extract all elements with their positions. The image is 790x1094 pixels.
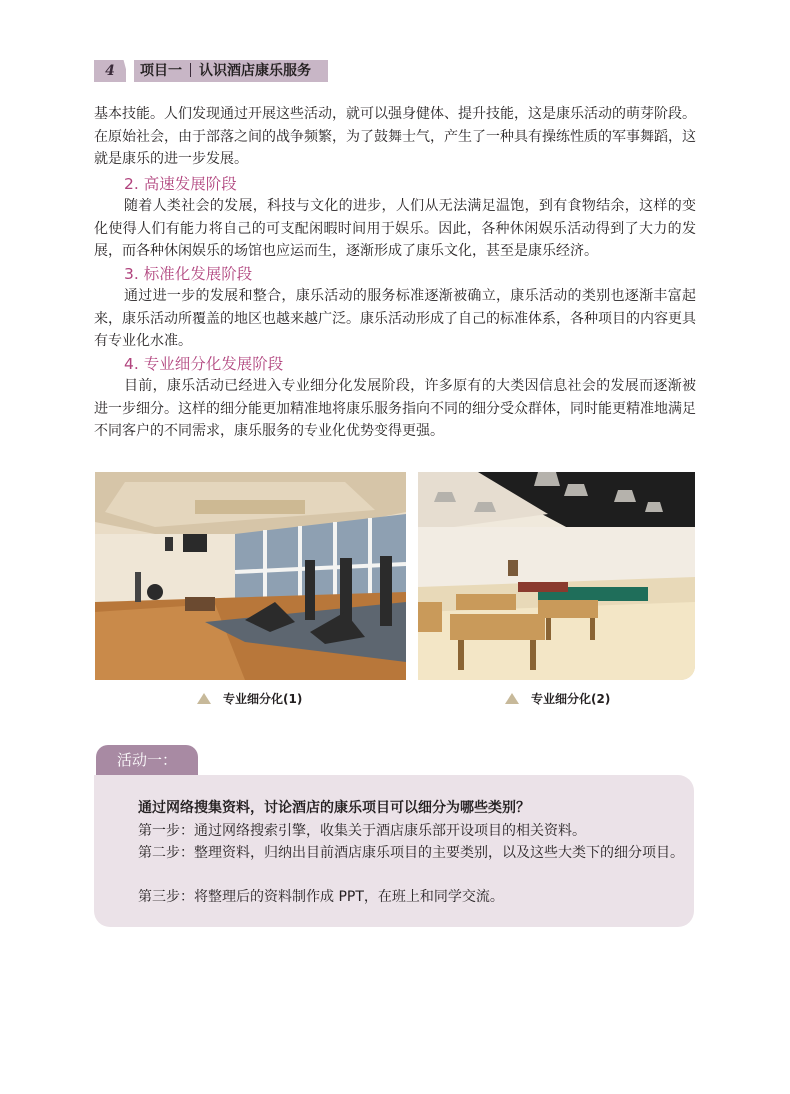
section-heading-3: 3. 标准化发展阶段 xyxy=(124,265,253,283)
figure-caption-2-text: 专业细分化(2) xyxy=(531,692,611,706)
figure-caption-1 xyxy=(197,690,302,708)
section-body-3: 通过进一步的发展和整合，康乐活动的服务标准逐渐被确立，康乐活动的类别也逐渐丰富起来，康乐活动所覆盖的地区也越来越广泛。康乐活动形成了自己的标准体系，各种项目的内容更具有专业化水准。 xyxy=(94,288,696,349)
activity-step-1: 第一步：通过网络搜索引擎，收集关于酒店康乐部开设项目的相关资料。 xyxy=(138,823,586,839)
activity-tab: 活动一： xyxy=(96,745,198,775)
figure-caption-2 xyxy=(505,690,610,708)
caption-triangle-icon xyxy=(505,693,519,704)
running-header xyxy=(94,60,328,82)
activity-step-3: 第三步：将整理后的资料制作成 PPT，在班上和同学交流。 xyxy=(138,889,504,905)
section-heading-4: 4. 专业细分化发展阶段 xyxy=(124,355,284,373)
project-number: 项目一 xyxy=(140,63,182,79)
figure-caption-1-text: 专业细分化(1) xyxy=(223,692,303,706)
header-separator xyxy=(190,63,191,77)
section-body-4: 目前，康乐活动已经进入专业细分化发展阶段，许多原有的大类因信息社会的发展而逐渐被进一步细分。这样的细分能更加精准地将康乐服务指向不同的细分受众群体，同时能更精准地满足不同客户的不同需求，康乐服务的专业化优势变得更强。 xyxy=(94,378,696,439)
gym-photo xyxy=(95,472,406,680)
caption-triangle-icon xyxy=(197,693,211,704)
activity-question: 通过网络搜集资料，讨论酒店的康乐项目可以细分为哪些类别？ xyxy=(138,800,530,816)
page-number: 4 xyxy=(94,60,126,82)
header-label xyxy=(134,60,328,82)
chapter-title: 认识酒店康乐服务 xyxy=(199,63,311,79)
activity-step-2: 第二步：整理资料，归纳出目前酒店康乐项目的主要类别，以及这些大类下的细分项目。 xyxy=(138,845,684,861)
games-room-photo xyxy=(418,472,695,680)
section-heading-2: 2. 高速发展阶段 xyxy=(124,175,237,193)
intro-paragraph: 基本技能。人们发现通过开展这些活动，就可以强身健体、提升技能，这是康乐活动的萌芽阶段。在原始社会，由于部落之间的战争频繁，为了鼓舞士气，产生了一种具有操练性质的军事舞蹈，这就是康乐的进一步发展。 xyxy=(94,106,696,167)
section-body-2: 随着人类社会的发展，科技与文化的进步，人们从无法满足温饱，到有食物结余，这样的变化使得人们有能力将自己的可支配闲暇时间用于娱乐。因此，各种休闲娱乐活动得到了大力的发展，而各种休闲娱乐的场馆也应运而生，逐渐形成了康乐文化，甚至是康乐经济。 xyxy=(94,198,696,259)
